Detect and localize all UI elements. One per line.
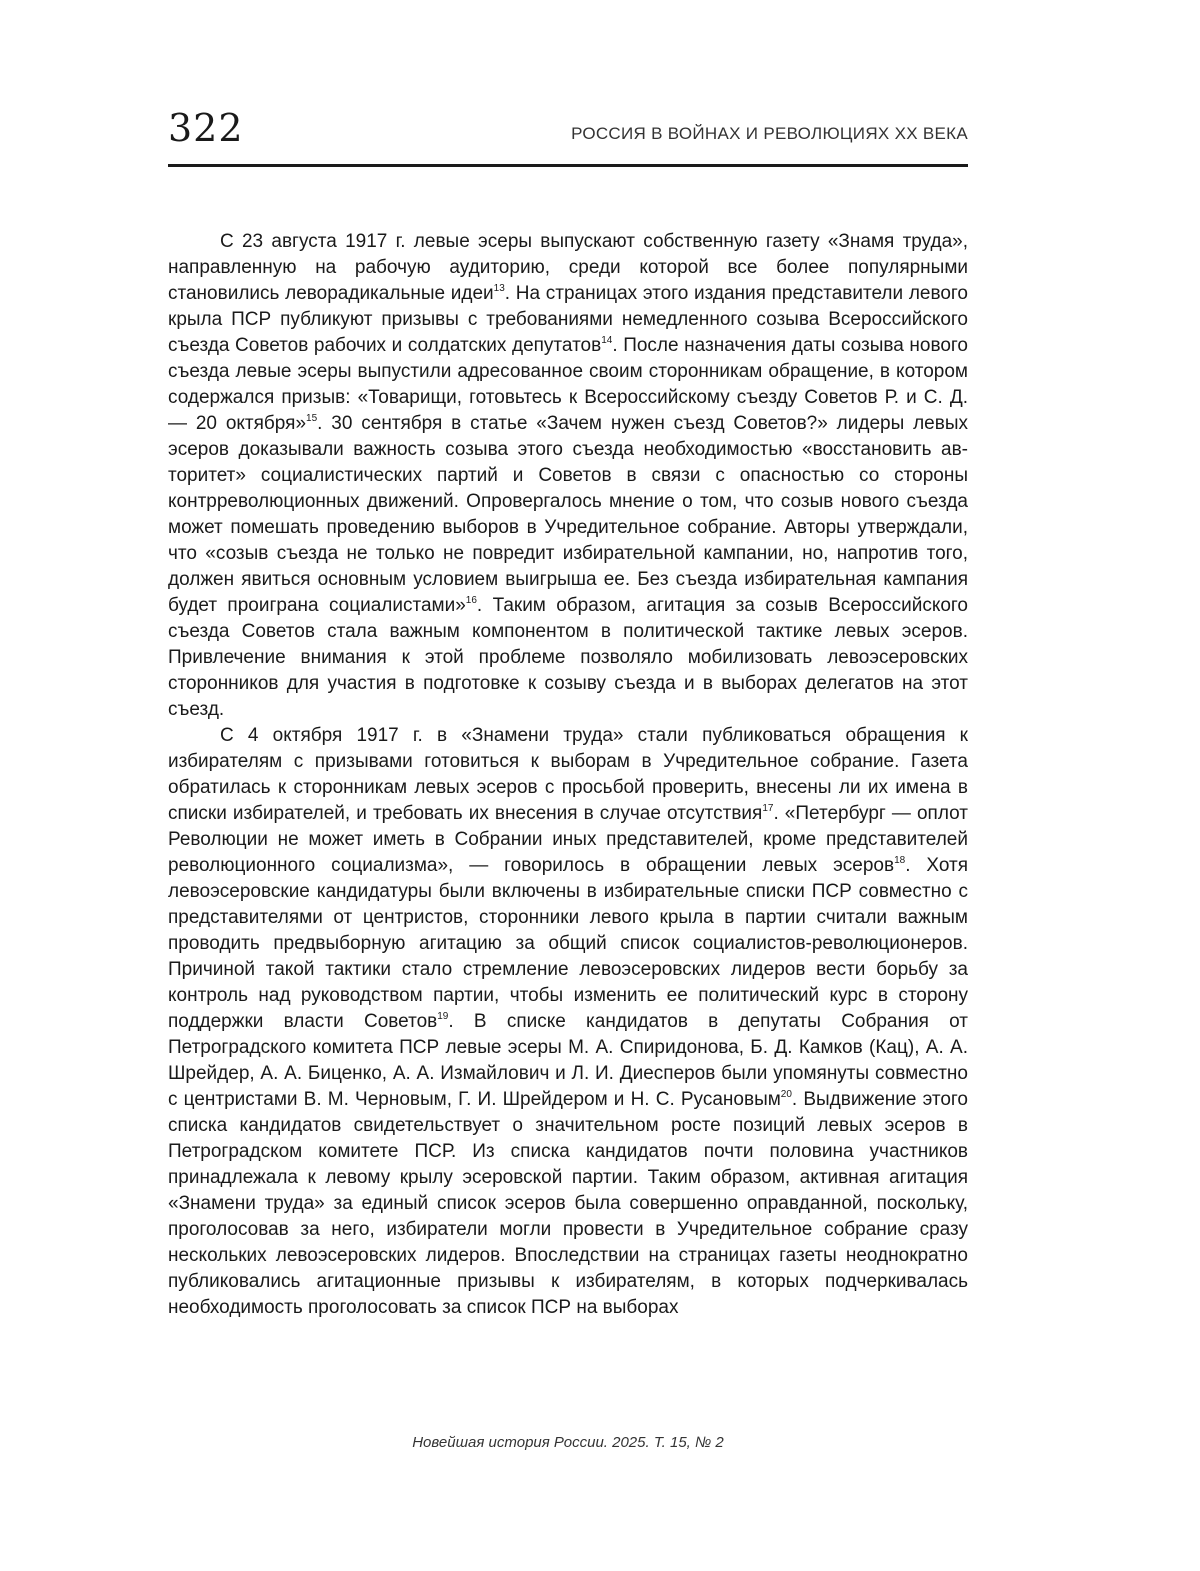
article-body [168, 229, 968, 1321]
footnote-ref-13[interactable]: 13 [493, 283, 505, 294]
footnote-ref-17[interactable]: 17 [762, 803, 774, 814]
footnote-ref-16[interactable]: 16 [465, 595, 477, 606]
paragraph-2 [168, 723, 968, 1321]
paragraph-1 [168, 229, 968, 723]
text-run: . 30 сентября в статье «Зачем нужен съезд Советов?» лидеры левых эсеров доказывали важность созыва этого съезда необходимостью «восстановить авторитет» социалистических партий и Советов в связи с опасностью со стороны контрреволюционных движений. Опровергалось мнение о том, что созыв нового съезда может помешать проведению выборов в Учредительное собрание. Авторы утверждали, что «созыв съезда не только не повредит избирательной кампании, но, напротив того, должен явиться основным условием выигрыша ее. Без съезда избирательная кампания будет проиграна социалистами» [168, 413, 968, 616]
text-run: . На страницах этого издания представители левого крыла ПСР публикуют призывы с требованиями немедленного созыва Всероссийского съезда Советов рабочих и солдатских депутатов [168, 283, 968, 356]
text-run: . Таким образом, агитация за созыв Всероссийского съезда Советов стала важным компонентом в политической тактике левых эсеров. Привлечение внимания к этой проблеме позволяло мобилизовать левоэсеровских сторонников для участия в подготовке к созыву съезда и в выборах делегатов на этот съезд. [168, 595, 968, 720]
footnote-ref-19[interactable]: 19 [437, 1011, 449, 1022]
page-number: 322 [168, 106, 244, 150]
running-title: РОССИЯ В ВОЙНАХ И РЕВОЛЮЦИЯХ XX ВЕКА [571, 124, 968, 143]
footnote-ref-14[interactable]: 14 [601, 335, 613, 346]
footnote-ref-20[interactable]: 20 [780, 1089, 792, 1100]
text-run: С 4 октября 1917 г. в «Знамени труда» стали публиковаться обращения к избирателям с призывами готовиться к выборам в Учредительное собрание. Газета обратилась к сторонникам левых эсеров с просьбой проверить, внесены ли их имена в списки избирателей, и требовать их внесения в случае отсутствия [168, 725, 968, 824]
text-run: С 23 августа 1917 г. левые эсеры выпускают собственную газету «Знамя труда», направленную на рабочую аудиторию, среди которой все более популярными становились леворадикальные идеи [168, 231, 968, 304]
text-run: . После назначения даты созыва нового съезда левые эсеры выпустили адресованное своим сторонникам обращение, в котором содержался призыв: «Товарищи, готовьтесь к Всероссийскому съезду Советов Р. и С. Д. — 20 октября» [168, 335, 968, 434]
header-divider [168, 164, 968, 167]
text-run: . В списке кандидатов в депутаты Собрания от Петроградского комитета ПСР левые эсеры М. А. Спиридонова, Б. Д. Камков (Кац), А. А. Шрейдер, А. А. Биценко, А. А. Измайлович и Л. И. Диесперов были упомянуты совместно с центристами В. М. Черновым, Г. И. Шрейдером и Н. С. Русановым [168, 1011, 968, 1110]
footnote-ref-15[interactable]: 15 [306, 413, 318, 424]
footnote-ref-18[interactable]: 18 [894, 855, 906, 866]
journal-footer: Новейшая история России. 2025. Т. 15, № 2 [412, 1434, 724, 1451]
text-run: . «Петербург — оплот Революции не может иметь в Собрании иных представителей, кроме представителей революционного социализма», — говорилось в обращении левых эсеров [168, 803, 969, 876]
text-run: . Выдвижение этого списка кандидатов свидетельствует о значительном росте позиций левых эсеров в Петроградском комитете ПСР. Из списка кандидатов почти половина участников принадлежала к левому крылу эсеровской партии. Таким образом, активная агитация «Знамени труда» за единый список эсеров была совершенно оправданной, поскольку, проголосовав за него, избиратели могли провести в Учредительное собрание сразу нескольких левоэсеровских лидеров. Впоследствии на страницах газеты неоднократно публиковались агитационные призывы к избирателям, в которых подчеркивалась необходимость проголосовать за список ПСР на выборах [168, 1089, 969, 1318]
text-run: . Хотя левоэсеровские кандидатуры были включены в избирательные списки ПСР совместно с представителями от центристов, сторонники левого крыла в партии считали важным проводить предвыборную агитацию за общий список социалистов-революционеров. Причиной такой тактики стало стремление левоэсеровских лидеров вести борьбу за контроль над руководством партии, чтобы изменить ее политический курс в сторону поддержки власти Советов [168, 855, 968, 1032]
